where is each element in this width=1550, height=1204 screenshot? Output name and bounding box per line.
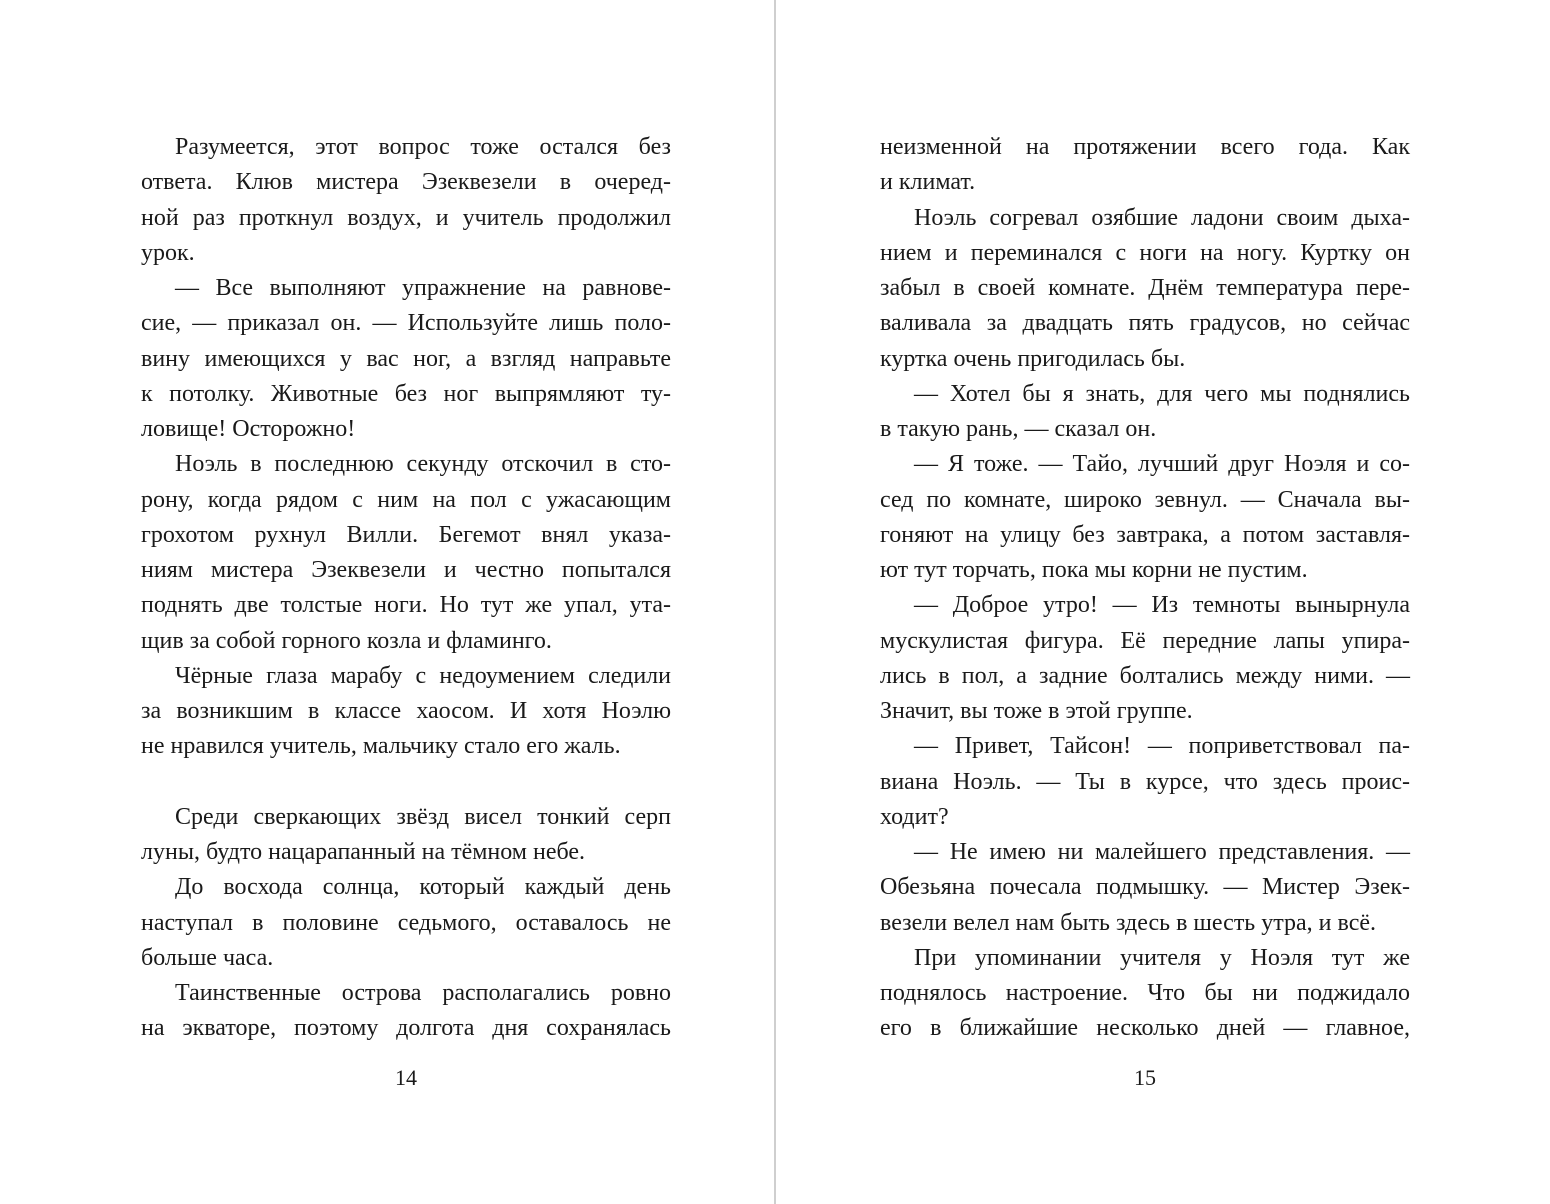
text-line: Обезьяна почесала подмышку. — Мистер Эзек-: [880, 874, 1410, 901]
page-gutter: [774, 0, 776, 1204]
text-line: Чёрные глаза марабу с недоумением следили: [175, 662, 671, 689]
section-break: [141, 765, 671, 800]
text-line: нием и переминался с ноги на ногу. Куртку он: [880, 239, 1410, 266]
text-line: ответа. Клюв мистера Эзеквезели в очеред-: [141, 169, 671, 196]
text-line: к потолку. Животные без ног выпрямляют ту-: [141, 380, 671, 407]
text-line: щив за собой горного козла и фламинго.: [141, 627, 552, 654]
text-line: забыл в своей комнате. Днём температура пере-: [880, 275, 1410, 301]
text-line: сие, — приказал он. — Используйте лишь поло-: [141, 310, 671, 337]
text-line: виана Ноэль. — Ты в курсе, что здесь проис-: [880, 768, 1410, 795]
text-line: — Доброе утро! — Из темноты вынырнула: [914, 592, 1410, 619]
text-line: в такую рань, — сказал он.: [880, 416, 1157, 442]
text-line: урок.: [141, 239, 195, 266]
text-line: При упоминании учителя у Ноэля тут же: [914, 944, 1410, 971]
text-line: Среди сверкающих звёзд висел тонкий серп: [175, 803, 671, 830]
text-line: — Не имею ни малейшего представления. —: [914, 839, 1410, 865]
text-line: ют тут торчать, пока мы корни не пустим.: [880, 557, 1308, 583]
text-line: — Привет, Тайсон! — поприветствовал па-: [914, 733, 1410, 760]
text-line: везели велел нам быть здесь в шесть утра, и всё.: [880, 909, 1377, 936]
text-line: Ноэль согревал озябшие ладони своим дыха-: [914, 204, 1410, 231]
right-page: [880, 130, 1410, 1047]
text-line: Разумеется, этот вопрос тоже остался без: [175, 134, 671, 160]
text-line: и климат.: [880, 169, 976, 196]
text-line: куртка очень пригодилась бы.: [880, 345, 1186, 372]
right-page-number: 15: [1134, 1065, 1156, 1090]
text-line: мускулистая фигура. Её передние лапы упира-: [880, 627, 1410, 654]
text-line: ходит?: [880, 803, 949, 830]
text-line: ловище! Осторожно!: [141, 416, 356, 442]
text-line: больше часа.: [141, 944, 274, 971]
text-line: сед по комнате, широко зевнул. — Сначала вы-: [880, 486, 1410, 513]
text-line: Ноэль в последнюю секунду отскочил в сто-: [175, 451, 671, 478]
text-line: грохотом рухнул Вилли. Бегемот внял указа-: [141, 521, 671, 548]
text-line: луны, будто нацарапанный на тёмном небе.: [141, 839, 586, 865]
left-page: [141, 130, 671, 1047]
text-line: ной раз проткнул воздух, и учитель продолжил: [141, 204, 671, 231]
text-line: поднялось настроение. Что бы ни поджидало: [880, 980, 1410, 1006]
left-page-text: [141, 130, 671, 1047]
text-line: на экваторе, поэтому долгота дня сохранялась: [141, 1015, 671, 1042]
text-line: — Я тоже. — Тайо, лучший друг Ноэля и со-: [914, 451, 1410, 478]
text-line: валивала за двадцать пять градусов, но сейчас: [880, 310, 1410, 337]
text-line: его в ближайшие несколько дней — главное,: [880, 1015, 1410, 1042]
text-line: за возникшим в классе хаосом. И хотя Ноэлю: [141, 698, 671, 724]
text-line: неизменной на протяжении всего года. Как: [880, 134, 1410, 160]
text-line: гоняют на улицу без завтрака, а потом заставля-: [880, 521, 1410, 548]
text-line: До восхода солнца, который каждый день: [175, 874, 671, 901]
text-line: лись в пол, а задние болтались между ними. —: [880, 662, 1410, 689]
text-line: поднять две толстые ноги. Но тут же упал, ута-: [141, 592, 671, 619]
text-line: вину имеющихся у вас ног, а взгляд направьте: [141, 345, 671, 372]
right-page-text: [880, 130, 1410, 1047]
text-line: — Хотел бы я знать, для чего мы поднялись: [914, 380, 1410, 407]
text-line: ниям мистера Эзеквезели и честно попытался: [141, 557, 671, 583]
text-line: рону, когда рядом с ним на пол с ужасающим: [141, 486, 671, 513]
text-line: Таинственные острова располагались ровно: [175, 980, 671, 1006]
text-line: — Все выполняют упражнение на равнове-: [175, 275, 671, 301]
text-line: не нравился учитель, мальчику стало его жаль.: [141, 733, 621, 760]
left-page-number: 14: [395, 1065, 417, 1090]
text-line: наступал в половине седьмого, оставалось не: [141, 909, 671, 936]
text-line: Значит, вы тоже в этой группе.: [880, 698, 1193, 724]
